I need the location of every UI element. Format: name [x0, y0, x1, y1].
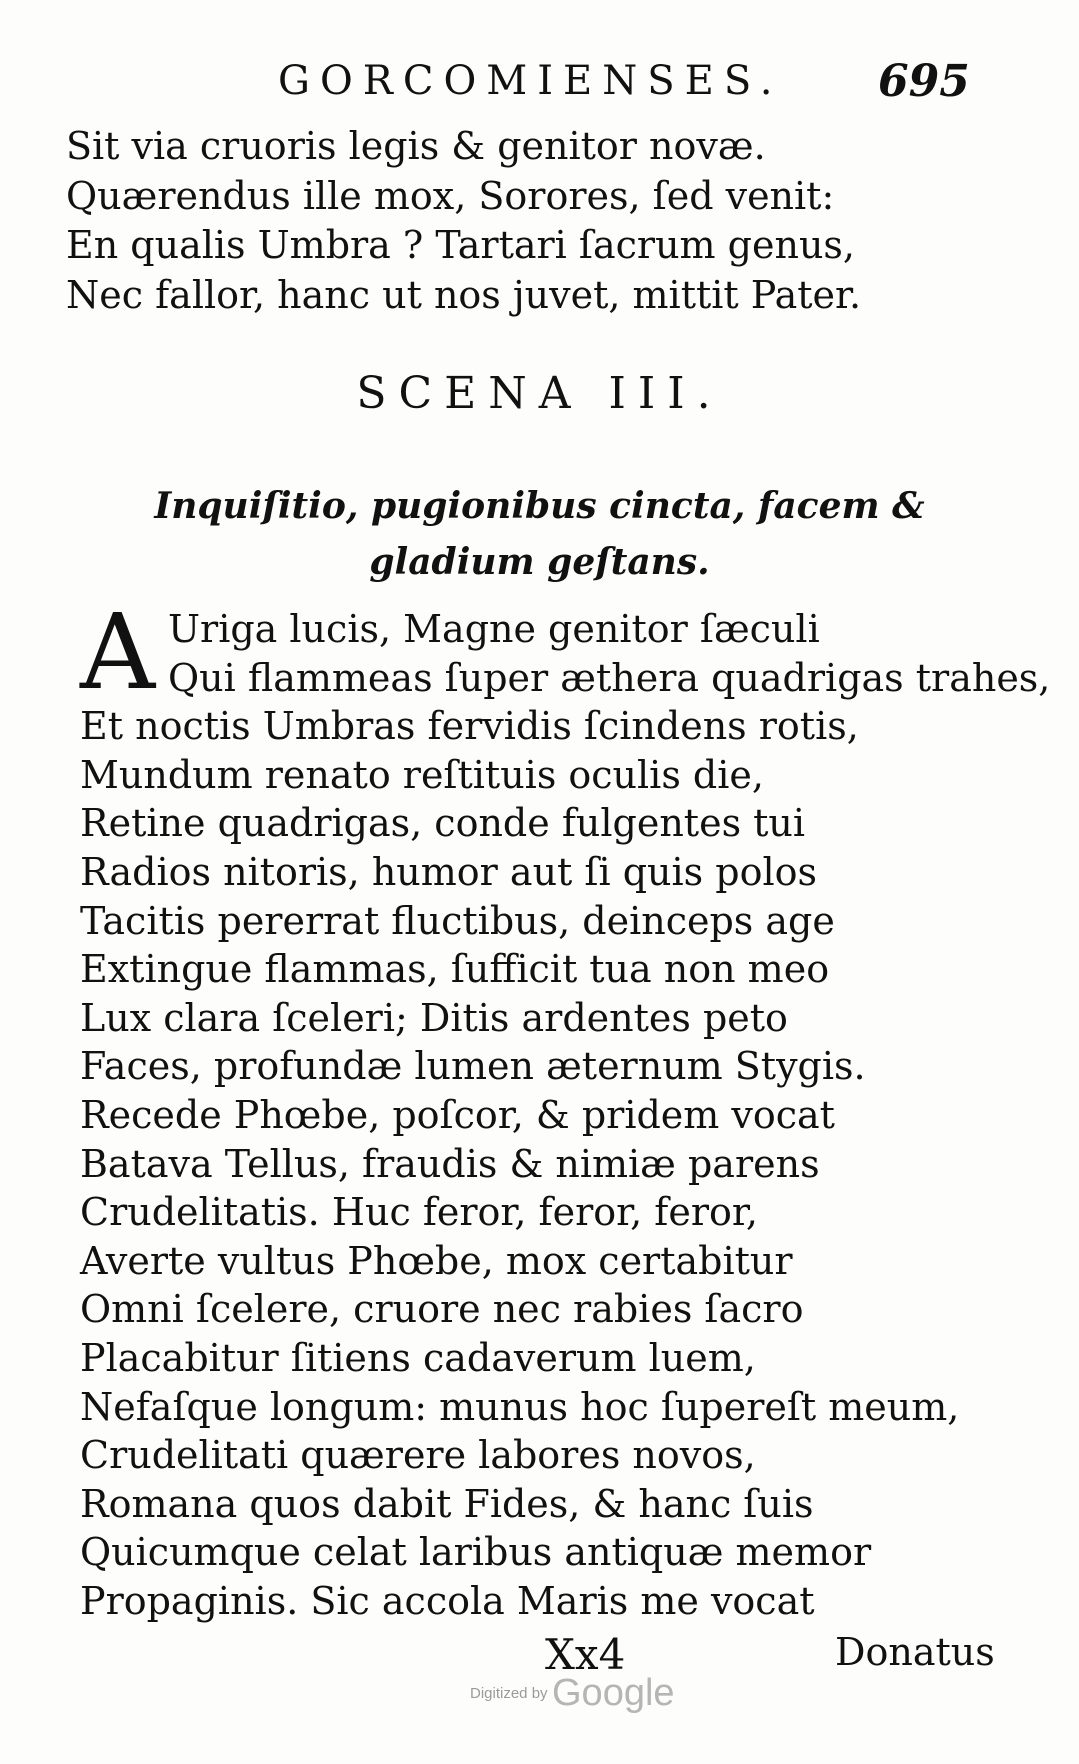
verse-line: Placabitur ſitiens cadaverum luem,	[80, 1335, 756, 1380]
watermark-brand: Google	[552, 1672, 675, 1714]
main-verse	[80, 605, 1050, 1625]
verse-line: Propaginis. Sic accola Maris me vocat	[80, 1578, 815, 1623]
verse-line: Nec fallor, hanc ut nos juvet, mittit Pater.	[66, 272, 862, 317]
signature-mark: Xx4	[545, 1630, 626, 1679]
verse-line: Retine quadrigas, conde fulgentes tui	[80, 801, 806, 846]
verse-line: Mundum renato reſtituis oculis die,	[80, 752, 764, 797]
verse-line: Radios nitoris, humor aut ſi quis polos	[80, 849, 817, 894]
verse-line: Nefaſque longum: munus hoc ſupereſt meum,	[80, 1384, 960, 1429]
verse-line: Lux clara ſceleri; Ditis ardentes peto	[80, 995, 788, 1040]
opening-verse	[66, 122, 861, 320]
stage-direction-line: gladium geſtans.	[369, 541, 710, 583]
watermark-prefix: Digitized by	[470, 1685, 548, 1702]
verse-line: Et noctis Umbras fervidis ſcindens rotis,	[80, 704, 859, 749]
catchword: Donatus	[835, 1630, 995, 1674]
verse-line: En qualis Umbra ? Tartari ſacrum genus,	[66, 223, 856, 267]
verse-line: Quærendus ille mox, Sorores, ſed venit:	[66, 173, 835, 218]
digitized-watermark	[470, 1672, 675, 1715]
verse-line: Crudelitatis. Huc feror, feror, feror,	[80, 1190, 758, 1235]
page-header	[0, 58, 1079, 118]
verse-line: Qui flammeas ſuper æthera quadrigas trahes,	[168, 655, 1051, 700]
drop-cap: A	[80, 591, 156, 713]
verse-line: Extingue flammas, ſufficit tua non meo	[80, 947, 830, 992]
page-number: 695	[878, 56, 970, 107]
verse-line: Batava Tellus, fraudis & nimiæ parens	[80, 1141, 820, 1186]
stage-direction	[0, 478, 1079, 590]
verse-line: Sit via cruoris legis & genitor novæ.	[66, 124, 766, 168]
stage-direction-line: Inquiſitio, pugionibus cincta, facem &	[154, 485, 925, 527]
verse-line: Uriga lucis, Magne genitor ſæculi	[168, 607, 820, 651]
verse-line: Averte vultus Phœbe, mox certabitur	[80, 1238, 793, 1283]
verse-line: Tacitis pererrat fluctibus, deinceps age	[80, 898, 835, 943]
verse-line: Faces, profundæ lumen æternum Stygis.	[80, 1044, 866, 1089]
verse-line: Crudelitati quærere labores novos,	[80, 1433, 756, 1478]
verse-line: Quicumque celat laribus antiquæ memor	[80, 1530, 872, 1575]
verse-line: Omni ſcelere, cruore nec rabies ſacro	[80, 1287, 804, 1332]
verse-line: Romana quos dabit Fides, & hanc ſuis	[80, 1481, 814, 1526]
scene-title: SCENA III.	[356, 368, 723, 419]
running-title: GORCOMIENSES.	[278, 58, 783, 104]
verse-line: Recede Phœbe, poſcor, & pridem vocat	[80, 1092, 835, 1137]
